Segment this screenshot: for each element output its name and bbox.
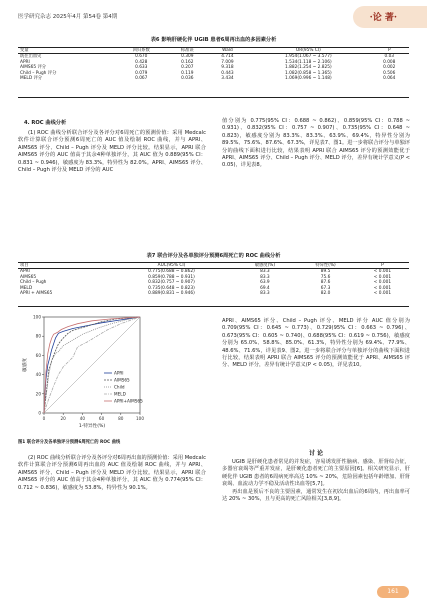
para2-right: APRI、AIMS65 评分、Child – Pugh 评分、MELD 评分 AUC 值分别为 0.709(95% CI：0.645 ~ 0.773)、0.729(95% CI：0.663 ~ 0.796)、0.673(95% CI：0.605 ~ 0.740)、0.688(95% CI：0.619 ~ 0.756)，敏感度分别为 65.0%、58.8%、85.0%、61.3%，特异性分别为 69.4%、77.9%、48.6%、71.6%，详见表9、图2。进一步将联合评分与单独评分的曲线下面积进行比较，结果表明 APRI 联合 AIMS65 评分的预测效能优于 APRI、AIMS65 评分、MELD 评分，差异有统计学意义(P < 0.05)，详见表10。	[222, 318, 410, 369]
table7-cell: 75.6	[320, 274, 331, 280]
table6-cell: 0.670	[135, 54, 148, 60]
table7-cell: APRI	[20, 269, 30, 275]
page-number: 161	[377, 586, 409, 598]
table7	[18, 263, 409, 296]
table6-cell: 0.309	[181, 54, 194, 60]
table6-cell: 3.434	[221, 76, 234, 82]
x-axis-label: 1-特异性(%)	[78, 424, 106, 429]
table7-cell: 87.6	[320, 280, 331, 286]
table6-cell: 0.002	[383, 65, 396, 71]
table6-cell: 0.036	[181, 76, 194, 82]
table7-cell: MELD	[20, 285, 33, 291]
table6-row	[18, 76, 409, 81]
section-banner	[353, 6, 427, 28]
table6-header-cell: OR(95% CI)	[247, 48, 369, 54]
table6-cell: MELD 评分	[20, 76, 43, 82]
legend-label: Child	[114, 384, 125, 390]
table6	[18, 48, 409, 81]
table7-cell: < 0.001	[373, 269, 392, 275]
table7-bottom-rule	[18, 306, 409, 307]
table7-header-cell: AUC(95% CI)	[108, 263, 234, 269]
table7-header-cell: P	[356, 263, 409, 269]
table7-cell: 83.3	[260, 274, 270, 280]
y-tick-label: 100	[33, 314, 41, 320]
table6-cell: 0.443	[221, 70, 234, 76]
table6-header-cell: 变量	[18, 48, 116, 54]
discussion-para1: UGIB 是肝硬化患者常见的并发症，容易诱发肝性脑病、感染、肝肾综合征，多器官衰竭等严重并发症，是肝硬化患者死亡的主要原因[6]。相关研究显示，肝硬化伴 UGIB 患者的6周病死率高达 10% ~ 20%，危险因素包括年龄增加、肝肾衰竭、血流动力学不稳及活动性出血等[5,7]。	[222, 459, 410, 488]
table6-cell: 0.079	[135, 70, 148, 76]
table7-cell: Child – Pugh	[20, 280, 47, 286]
table7-header-cell: 敏感度(%)	[235, 263, 296, 269]
table6-cell: 7.009	[221, 59, 234, 65]
table6-cell: 1.954(1.067 ~ 3.577)	[285, 54, 332, 60]
y-tick-label: 80	[35, 333, 41, 339]
table7-cell: 83.3	[260, 291, 270, 297]
legend-label: APRI	[114, 370, 124, 376]
table6-header-cell: 回归系数	[116, 48, 167, 54]
x-tick-label: 20	[60, 416, 66, 421]
table7-cell: 0.775(0.688 ~ 0.862)	[148, 269, 195, 275]
section4-para1-right: 值分别为 0.775(95% CI：0.688 ~ 0.862)、0.859(95% CI：0.788 ~ 0.931)、0.832(95% CI：0.757 ~ 0.907)、0.735(95% CI：0.648 ~ 0.823)，敏感度分别为 83.3%、83.3%、63.9%、69.4%，特异性分别为 89.5%、75.6%、87.6%、67.3%，详见表7、图1。进一步将联合评分与单独评分的曲线下面积进行比较，结果表明 APRI 联合 AIMS65 评分的预测效能优于 APRI、AIMS65 评分、Child – Pugh 评分、MELD 评分，差异有统计学意义(P < 0.05)，详见表8。	[222, 118, 410, 169]
table6-header-cell: 标准误	[167, 48, 208, 54]
table6-title: 表6 影响肝硬化伴 UGIB 患者6周再出血的多因素分析	[150, 37, 277, 43]
x-tick-label: 0	[42, 416, 46, 421]
table6-cell: APRI	[20, 59, 30, 65]
table6-cell: 0.119	[181, 70, 194, 76]
discussion-para2: 再出血是预后不良的主要因素，通常发生在初次出血后的6周内，再出血率可达 20% ~ 30%，且与更高的死亡风险相关[3,8,9]。	[222, 488, 410, 503]
table7-cell: < 0.001	[373, 291, 392, 297]
table6-cell: AIMS65 评分	[20, 65, 47, 71]
table7-cell: 69.4	[260, 285, 270, 291]
running-header: 医学研究杂志 2025年4月 第54卷 第4期	[18, 14, 118, 20]
table6-cell: 0.03	[384, 54, 395, 60]
table6-cell: 9.318	[221, 65, 234, 71]
x-tick-label: 100	[136, 416, 144, 421]
y-tick-label: 60	[35, 352, 41, 358]
legend-label: AIMS65	[114, 377, 130, 383]
table7-cell: APRI + AIMS65	[20, 291, 53, 297]
section4-para1-left: (1) ROC 曲线分析联合评分及各评分对6周死亡的预测价值：采用 Medcalc 软件计算联合评分预测6周死亡的 AUC 值及绘制 ROC 曲线，并与 APRI、AIMS65 评分、Child – Pugh 评分及 MELD 评分比较。结果显示，APRI 联合 AIMS65 评分的 AUC 值高于其余4种单独评分，其 AUC 值为 0.889(95% CI：0.831 ~ 0.946)，敏感度为 83.3%，特异性为 82.0%。APRI、AIMS65 评分、Child – Pugh 评分及 MELD 评分的 AUC	[18, 130, 206, 174]
table7-title: 表7 联合评分及各单独评分预测6周死亡的 ROC 曲线分析	[146, 253, 281, 259]
section4-heading: 4. ROC 曲线分析	[24, 120, 67, 126]
table6-bottom-rule	[18, 97, 409, 98]
y-tick-label: 20	[35, 391, 41, 397]
table7-cell: 0.889(0.831 ~ 0.946)	[148, 291, 195, 297]
table6-cell: 0.428	[135, 59, 148, 65]
table6-cell: 1.534(1.118 ~ 2.106)	[285, 59, 332, 65]
table7-cell: 0.859(0.788 ~ 0.931)	[148, 274, 195, 280]
table6-cell: 0.064	[383, 76, 396, 82]
table6-header-cell: P	[370, 48, 409, 54]
table7-row	[18, 291, 409, 296]
table6-header-cell: Wald	[208, 48, 247, 54]
table6-cell: 1.069(0.996 ~ 1.148)	[285, 76, 332, 82]
legend-label: MELD	[114, 391, 126, 397]
legend-label: APRI+AIMS65	[114, 398, 143, 404]
table7-cell: AIMS65	[20, 274, 37, 280]
x-tick-label: 60	[98, 416, 105, 421]
table7-cell: < 0.001	[373, 285, 392, 291]
table7-cell: 83.3	[260, 269, 270, 275]
table6-cell: Child – Pugh 评分	[20, 70, 57, 76]
table7-cell: 67.3	[320, 285, 331, 291]
table6-cell: 0.633	[135, 65, 148, 71]
table6-cell: 1.882(1.254 ~ 2.825)	[285, 65, 332, 71]
figure1-caption: 图1 联合评分及各单独评分预测6周死亡的 ROC 曲线	[18, 440, 121, 445]
table6-cell: 4.714	[221, 54, 234, 60]
discussion-heading: 讨 论	[308, 450, 324, 457]
y-tick-label: 0	[38, 410, 41, 416]
table6-cell: 0.207	[181, 65, 194, 71]
table6-cell: 1.082(0.858 ~ 1.365)	[285, 70, 332, 76]
table6-cell: 0.506	[383, 70, 396, 76]
para2-left: (2) ROC 曲线分析联合评分及各评分对6周再出血的预测价值：采用 Medcalc 软件计算联合评分预测6周再出血的 AUC 值及绘制 ROC 曲线，并与 APRI、AIMS65 评分、Child – Pugh 评分及 MELD 评分比较。结果显示，APRI 联合 AIMS65 评分的 AUC 值高于其余4种单独评分，其 AUC 值为 0.774(95% CI：0.712 ~ 0.836)，敏感度为 53.8%，特异性为 90.1%。	[18, 455, 206, 491]
section-label: ·论 著·	[369, 13, 397, 23]
table7-cell: 0.735(0.648 ~ 0.823)	[148, 285, 195, 291]
x-tick-label: 40	[79, 416, 86, 421]
table7-cell: < 0.001	[373, 280, 392, 286]
table7-header-cell: 特异性(%)	[295, 263, 356, 269]
table6-cell: 既往出血史	[20, 54, 42, 60]
table6-cell: 0.162	[181, 59, 194, 65]
table7-cell: 82.0	[320, 291, 331, 297]
y-tick-label: 40	[35, 372, 41, 378]
table7-cell: < 0.001	[373, 274, 392, 280]
y-axis-label: 敏感度	[23, 358, 28, 372]
table6-cell: 0.067	[135, 76, 148, 82]
roc-chart	[18, 313, 213, 438]
discussion-body	[222, 459, 410, 503]
table7-cell: 63.9	[260, 280, 270, 286]
table6-cell: 0.008	[383, 59, 396, 65]
x-tick-label: 80	[118, 416, 124, 421]
table7-header-cell: 项目	[18, 263, 108, 269]
table7-cell: 0.832(0.757 ~ 0.907)	[148, 280, 195, 286]
table7-cell: 89.5	[320, 269, 331, 275]
